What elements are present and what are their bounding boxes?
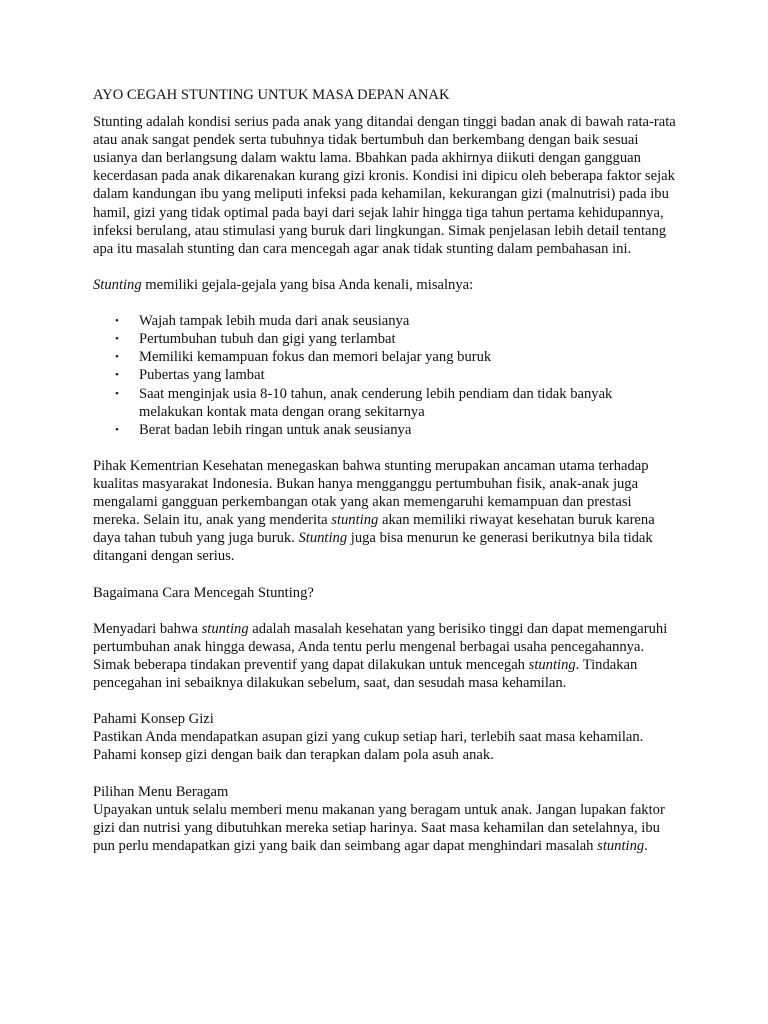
list-item: [115, 330, 677, 348]
list-item-text: Memiliki kemampuan fokus dan memori belajar yang buruk: [139, 349, 492, 366]
list-item-text: Saat menginjak usia 8-10 tahun, anak cenderung lebih pendiam dan tidak banyak melakukan kontak mata dengan orang sekitarnya: [139, 385, 613, 420]
intro-paragraph: Stunting adalah kondisi serius pada anak yang ditandai dengan tinggi badan anak di bawah rata-rata atau anak sangat pendek serta tubuhnya tidak bertumbuh dan berkembang dengan baik sesuai usianya dan berlangsung dalam waktu lama. Bbahkan pada akhirnya diikuti dengan gangguan kecerdasan pada anak dikarenakan kurang gizi kronis. Kondisi ini dipicu oleh beberapa faktor sejak dalam kandungan ibu yang meliputi infeksi pada kehamilan, kekurangan gizi (malnutrisi) pada ibu hamil, gizi yang tidak optimal pada bayi dari sejak lahir hingga tiga tahun pertama kehidupannya, infeksi berulang, atau stimulasi yang buruk dari lingkungan. Simak penjelasan lebih detail tentang apa itu masalah stunting dan cara mencegah agar anak tidak stunting dalam pembahasan ini.: [93, 114, 676, 257]
stunting-term: stunting: [597, 837, 645, 854]
ministry-text-3: juga bisa menurun ke generasi berikutnya bila tidak ditangani dengan serius.: [93, 530, 653, 565]
bullet-icon: •: [115, 423, 119, 436]
prevention-text-1: Menyadari bahwa: [93, 620, 202, 637]
ministry-text-2: akan memiliki riwayat kesehatan buruk karena daya tahan tubuh yang juga buruk.: [93, 512, 655, 547]
symptoms-intro: [93, 276, 677, 294]
nutrition-heading: Pahami Konsep Gizi: [93, 711, 214, 728]
menu-section: [93, 783, 677, 855]
bullet-icon: •: [115, 387, 119, 400]
ministry-text-1: Pihak Kementrian Kesehatan menegaskan bahwa stunting merupakan ancaman utama terhadap kualitas masyarakat Indonesia. Bukan hanya mengganggu pertumbuhan fisik, anak-anak juga mengalami gangguan perkembangan otak yang akan memengaruhi kemampuan dan prestasi mereka. Selain itu, anak yang menderita: [93, 457, 649, 529]
stunting-term: stunting: [528, 656, 576, 673]
prevention-paragraph: [93, 620, 677, 692]
list-item-text: Berat badan lebih ringan untuk anak seusianya: [139, 421, 412, 438]
bullet-icon: •: [115, 333, 119, 346]
list-item: [115, 312, 677, 330]
list-item-text: Pertumbuhan tubuh dan gigi yang terlambat: [139, 331, 396, 348]
document-title: AYO CEGAH STUNTING UNTUK MASA DEPAN ANAK: [93, 87, 450, 103]
document-page: [93, 86, 677, 873]
stunting-term: stunting: [201, 620, 249, 637]
list-item: [115, 385, 677, 421]
nutrition-body: Pastikan Anda mendapatkan asupan gizi yang cukup setiap hari, terlebih saat masa kehamilan. Pahami konsep gizi dengan baik dan terapkan dalam pola asuh anak.: [93, 729, 644, 764]
stunting-term: stunting: [331, 512, 379, 529]
prevention-heading: Bagaimana Cara Mencegah Stunting?: [93, 584, 314, 601]
list-item: [115, 421, 677, 439]
bullet-icon: •: [115, 369, 119, 382]
symptoms-intro-text: memiliki gejala-gejala yang bisa Anda kenali, misalnya:: [141, 276, 474, 293]
prevention-text-2: adalah masalah kesehatan yang berisiko tinggi dan dapat memengaruhi pertumbuhan anak hingga dewasa, Anda tentu perlu mengenal berbagai usaha pencegahannya. Simak beberapa tindakan preventif yang dapat dilakukan untuk mencegah: [93, 620, 668, 673]
stunting-term: Stunting: [93, 276, 142, 293]
list-item: [115, 348, 677, 366]
nutrition-section: [93, 710, 677, 764]
menu-heading: Pilihan Menu Beragam: [93, 783, 229, 800]
list-item: [115, 366, 677, 384]
symptoms-list: [93, 312, 677, 439]
stunting-term: Stunting: [298, 530, 348, 547]
menu-body-end: .: [644, 837, 648, 854]
bullet-icon: •: [115, 351, 119, 364]
list-item-text: Wajah tampak lebih muda dari anak seusianya: [139, 313, 410, 330]
prevention-text-3: . Tindakan pencegahan ini sebaiknya dilakukan sebelum, saat, dan sesudah masa kehamilan.: [93, 656, 638, 691]
ministry-paragraph: [93, 457, 677, 566]
menu-body: Upayakan untuk selalu memberi menu makanan yang beragam untuk anak. Jangan lupakan faktor gizi dan nutrisi yang dibutuhkan mereka setiap harinya. Saat masa kehamilan dan setelahnya, ibu pun perlu mendapatkan gizi yang baik dan seimbang agar dapat menghindari masalah: [93, 801, 665, 854]
bullet-icon: •: [115, 315, 119, 328]
list-item-text: Pubertas yang lambat: [139, 367, 265, 384]
